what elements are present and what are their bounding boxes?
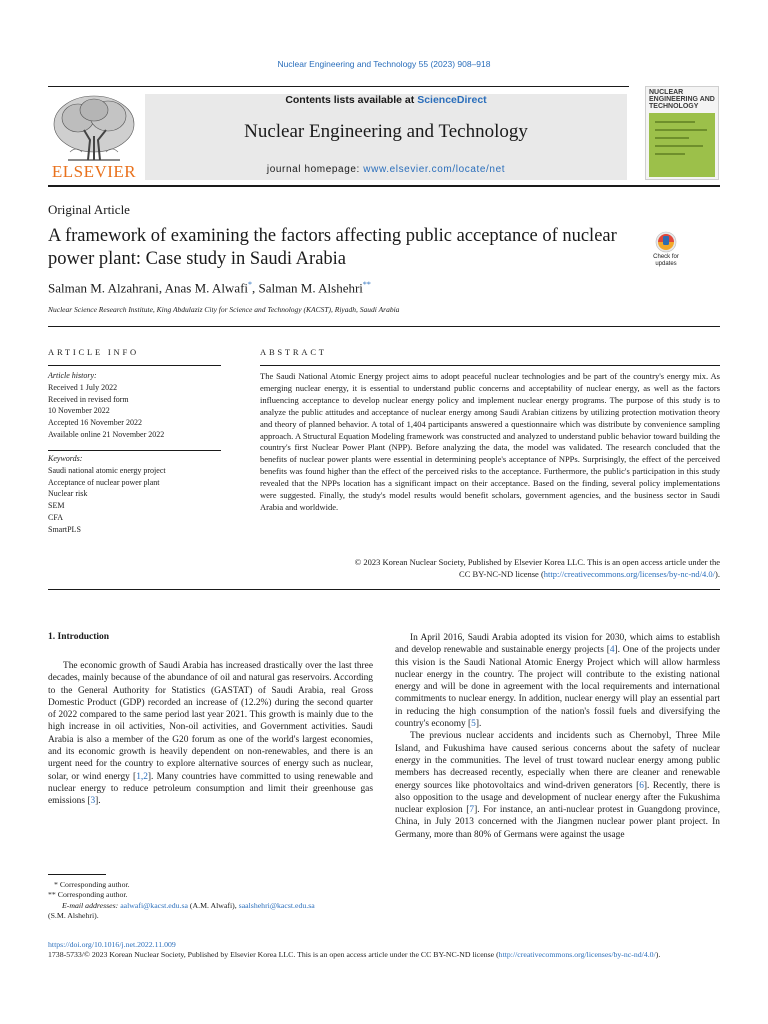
email-owner: (A.M. Alwafi),	[187, 900, 239, 910]
journal-homepage	[145, 164, 627, 175]
abstract-heading: ABSTRACT	[260, 347, 327, 357]
journal-cover-thumbnail	[645, 86, 719, 180]
footnote: * Corresponding author.	[54, 880, 130, 889]
abstract-text: The Saudi National Atomic Energy project aims to adopt peaceful nuclear technologies and be part of the country's energy mix. As emerging nuclear energy, it is essential to understand public concerns and acceptability of nuclear energy, as well as the factors influencing acceptance to develop nuclear energy policy and implement nuclear energy programs. The purpose of this study is to analyze the public attitudes and acceptance of nuclear energy among Saudi Arabian citizens by utilizing protection motivation theory and theory of planned behavior. A total of 1,404 participants answered a questionnaire which was distribute by convenience sampling approach. A Structural Equation Modeling framework was constructed and analyzed to understand public behavior toward building the country's first Nuclear Power Plant (NPP). Before analyzing the data, the model was validated. The research concluded that the benefits of nuclear power plants were essential in determining people's acceptance of NPPs. Surprisingly, the effect of the perceived benefits was found higher than the effect of the perceived risks to the acceptance. Furthermore, the public's participation in this study revealed that the NPPs location has a significant impact on their acceptance. Based on the finding, several policy implementations were suggested. Finally, the study's model results would benefit scholars, government agencies, and the business sector in Saudi Arabia and worldwide.	[260, 371, 720, 512]
abstract-rule	[260, 365, 720, 366]
check-updates-label	[646, 254, 686, 267]
keyword: Nuclear risk	[48, 489, 88, 499]
author-name: Anas M. Alwafi	[164, 280, 249, 296]
history-item: 10 November 2022	[48, 406, 110, 416]
paragraph-text: ]. Recently, there is also opposition to the usage and development of nuclear energy after the Fukushima nuclear explosion [	[395, 780, 720, 816]
footnote-rule	[48, 874, 106, 875]
cover-graphic	[649, 113, 715, 177]
body-paragraph	[48, 660, 373, 808]
cover-title	[649, 89, 717, 110]
keywords-label: Keywords:	[48, 454, 83, 463]
divider	[48, 326, 720, 327]
keyword: CFA	[48, 512, 63, 522]
history-item: Available online 21 November 2022	[48, 429, 165, 439]
elsevier-wordmark: ELSEVIER	[51, 162, 137, 181]
header-rule-bottom	[48, 185, 720, 187]
history-label: Article history:	[48, 371, 97, 380]
footer	[48, 940, 720, 961]
article-history	[48, 370, 220, 441]
paragraph-text: ].	[475, 719, 482, 730]
cover-title-line-2: ENGINEERING AND	[649, 96, 715, 103]
paragraph-text: The economic growth of Saudi Arabia has increased drastically over the last three decades, mainly because of the abundance of oil and natural gas reservoirs. According to the General Authority for Statistics (GASTAT) of Saudi Arabia, real Gross Domestic Product (GDP) recorded an increase of (12.2%) during the second quarter of 2022 compared to the same period last year 2021. This growth is mainly due to the high increase in oil activities, Non-oil activities, and Government activities. Saudi Arabia is also a member of the G20 forum as one of the world's largest economies, and its economic growth is heavily dependent on non-renewables, and there is an urgent need for the country to explore alternative sources of energy such as nuclear, solar, or wind energy [	[48, 661, 373, 782]
body-paragraph	[395, 632, 720, 730]
email-footnote	[48, 901, 373, 911]
cover-title-line-1: NUCLEAR	[649, 89, 684, 96]
divider	[48, 589, 720, 590]
citation-link[interactable]: 7	[469, 805, 475, 816]
article-type: Original Article	[48, 202, 130, 217]
cover-line	[655, 145, 703, 147]
check-updates-line-2: updates	[655, 260, 677, 267]
author-list	[48, 280, 371, 296]
sciencedirect-link[interactable]: ScienceDirect	[417, 94, 487, 106]
email-label: E-mail addresses:	[62, 900, 121, 910]
article-info-heading: ARTICLE INFO	[48, 347, 139, 357]
body-paragraph	[395, 730, 720, 841]
cover-line	[655, 129, 707, 131]
citation-link[interactable]: 5	[471, 719, 476, 730]
keyword: Acceptance of nuclear power plant	[48, 477, 160, 487]
corresponding-author-mark[interactable]: **	[362, 280, 371, 289]
cover-title-line-3: TECHNOLOGY	[649, 103, 699, 110]
abstract-copyright	[260, 557, 720, 581]
cover-line	[655, 153, 685, 155]
email-owner: (S.M. Alshehri).	[48, 911, 99, 921]
body-right-column	[395, 632, 720, 841]
check-for-updates-button[interactable]	[646, 230, 686, 270]
contents-available	[145, 94, 627, 106]
cover-line	[655, 137, 689, 139]
license-link[interactable]: http://creativecommons.org/licenses/by-nc-nd/4.0/	[498, 950, 656, 960]
author-name: Salman M. Alzahrani,	[48, 280, 165, 296]
keywords-rule	[48, 450, 221, 451]
author-affiliation: Nuclear Science Research Institute, King Abdulaziz City for Science and Technology (KACST), Riyadh, Saudi Arabia	[48, 305, 400, 314]
paragraph-text: The previous nuclear accidents and incidents such as Chernobyl, Three Mile Island, and Fukushima have caused serious concerns about the safety of nuclear energy in the communities. The level of trust toward nuclear energy among public members has decreased recently, especially when there are cleaner and renewable energy sources like photovoltaics and wind-driven generators [	[395, 731, 720, 791]
cover-line	[655, 121, 695, 123]
keywords	[48, 453, 220, 536]
citation-link[interactable]: 3	[90, 796, 96, 807]
paragraph-text: ]. For instance, an anti-nuclear protest in Guangdong province, China, in July 2013 concerned with the Jiangmen nuclear power plant project. In Germany, more than 80% of Germans were against the usage	[395, 805, 720, 840]
journal-title: Nuclear Engineering and Technology	[244, 121, 528, 142]
citation-link[interactable]: 4	[609, 645, 615, 656]
issn-text: 1738-5733/© 2023 Korean Nuclear Society, Published by Elsevier Korea LLC. This is an open access article under the CC BY-NC-ND license (	[48, 950, 499, 960]
paragraph-text: ]. Many countries have committed to using renewable and nuclear energy to reduce petroleum consumption and limit their greenhouse gas emissions [	[48, 771, 373, 807]
license-line	[260, 569, 720, 581]
article-title: A framework of examining the factors affecting public acceptance of nuclear power plant: Case study in Saudi Arabia	[48, 226, 617, 269]
keyword: SmartPLS	[48, 524, 81, 534]
license-prefix: CC BY-NC-ND license (	[459, 568, 544, 579]
citation-link[interactable]: 1,2	[136, 771, 148, 782]
homepage-link[interactable]: www.elsevier.com/locate/net	[363, 164, 506, 175]
license-suffix: ).	[715, 568, 720, 579]
copyright-line: © 2023 Korean Nuclear Society, Published by Elsevier Korea LLC. This is an open access article under the	[354, 557, 720, 567]
header-rule-top	[48, 86, 629, 87]
journal-banner	[145, 94, 627, 180]
article-info-rule	[48, 365, 221, 366]
email-link[interactable]: saalshehri@kacst.edu.sa	[238, 900, 315, 910]
corresponding-author-mark[interactable]: *	[248, 280, 253, 289]
history-item: Received in revised form	[48, 394, 129, 404]
citation-link[interactable]: 6	[639, 780, 644, 791]
issn-line	[48, 950, 720, 960]
contents-prefix: Contents lists available at	[285, 94, 418, 106]
author-name: , Salman M. Alshehri	[252, 280, 363, 296]
keyword: SEM	[48, 501, 65, 511]
license-link[interactable]: http://creativecommons.org/licenses/by-nc-nd/4.0/	[543, 568, 716, 579]
doi-link[interactable]: https://doi.org/10.1016/j.net.2022.11.009	[48, 940, 176, 949]
section-heading: 1. Introduction	[48, 632, 110, 642]
paragraph-text: ]. One of the projects under this vision is the Saudi National Atomic Energy Project which will allow harmless nuclear energy in the country. The project will contribute to the existing national energy and will be done in agreement with the local requirements and international commitments to nuclear energy. In addition, nuclear energy will play an essential part in reducing the high consumption of the nation's fossil fuels and diversifying the country's economy [	[395, 645, 720, 730]
paragraph-text: In April 2016, Saudi Arabia adopted its vision for 2030, which aims to establish and develop renewable and sustainable energy projects [	[395, 633, 720, 656]
elsevier-logo	[48, 90, 140, 182]
issn-end: ).	[655, 950, 661, 960]
paragraph-text: ].	[95, 796, 101, 807]
check-updates-line-1: Check for	[653, 254, 679, 260]
homepage-prefix: journal homepage:	[266, 164, 364, 175]
footnotes	[48, 880, 373, 922]
history-item: Accepted 16 November 2022	[48, 418, 142, 428]
journal-citation[interactable]: Nuclear Engineering and Technology 55 (2023) 908–918	[277, 59, 491, 69]
footnote: ** Corresponding author.	[48, 890, 128, 900]
history-item: Received 1 July 2022	[48, 382, 118, 392]
keyword: Saudi national atomic energy project	[48, 465, 166, 475]
email-link[interactable]: aalwafi@kacst.edu.sa	[120, 900, 188, 910]
